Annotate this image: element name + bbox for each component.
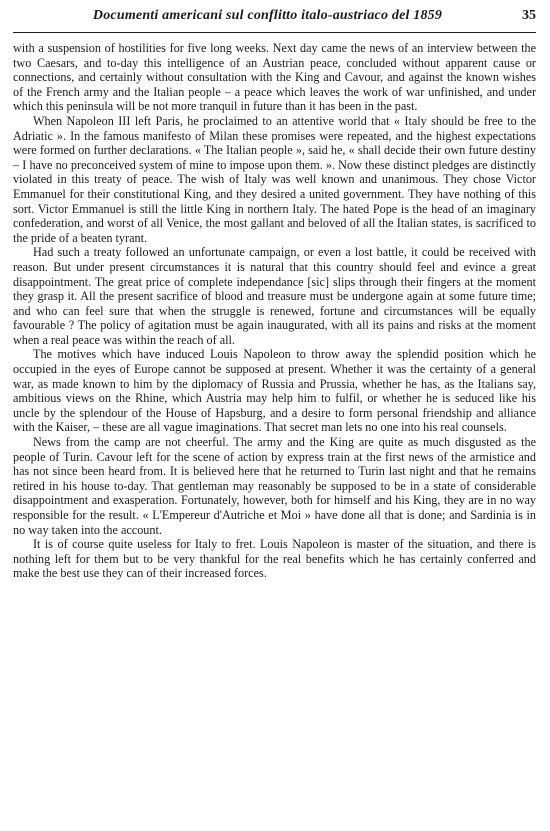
paragraph: Had such a treaty followed an unfortunate campaign, or even a lost battle, it could be received with reason. But under present circumstances it is natural that this country should feel and evince a great disappointment. The great price of complete independance [sic] slips through their fingers at the moment they grasp it. All the present sacrifice of blood and treasure must be undergone again at some future time; and who can feel sure that when the struggle is renewed, fortune and circumstances will be equally favourable ? The policy of agitation must be again inaugurated, with all its pains and risks at the moment when a real peace was within the reach of all. (13, 245, 536, 347)
body-text (13, 41, 536, 581)
page-header (13, 8, 536, 30)
page-number: 35 (522, 8, 536, 23)
paragraph: with a suspension of hostilities for five long weeks. Next day came the news of an interview between the two Caesars, and to-day this intelligence of an Austrian peace, concluded without apparent cause or connections, and certainly without consultation with the King and Cavour, and against the known wishes of the French army and the Italian people – a peace which leaves the work of war unfinished, and under which this peninsula will be not more tranquil in future than it has been in the past. (13, 41, 536, 114)
paragraph: When Napoleon III left Paris, he proclaimed to an attentive world that « Italy should be free to the Adriatic ». In the famous manifesto of Milan these promises were repeated, and the highest expectations were formed on further declarations. « The Italian people », said he, « shall decide their own future destiny – I have no preconceived system of mine to impose upon them. ». Now these distinct pledges are distinctly violated in this treaty of peace. The wish of Italy was well known and unanimous. They chose Victor Emmanuel for their constitutional King, and they desired a united government. They have nothing of this sort. Victor Emmanuel is still the little King in northern Italy. The hated Pope is the head of an imaginary confederation, and worst of all Venice, the most gallant and beloved of all the Italian states, is sacrificed to the pride of a beaten tyrant. (13, 113, 536, 245)
paragraph: The motives which have induced Louis Napoleon to throw away the splendid position which he occupied in the eyes of Europe cannot be supposed at present. Whether it was the certainty of a general war, as made known to him by the diplomacy of Russia and Prussia, whether he has, as the Italians say, ambitious views on the Rhine, which Austria may help him to fulfil, or whether he is seduced like his uncle by the splendour of the House of Hapsburg, and a desire to form personal friendship and alliance with the Kaiser, – these are all vague imaginations. That secret man lets no one into his real counsels. (13, 347, 536, 435)
running-title: Documenti americani sul conflitto italo-austriaco del 1859 (92, 8, 443, 23)
paragraph: News from the camp are not cheerful. The army and the King are quite as much disgusted as the people of Turin. Cavour left for the scene of action by express train at the first news of the armistice and has not since been heard from. It is believed here that he returned to Turin last night and that he remains retired in his house to-day. That gentleman may reasonably be supposed to be in a state of considerable disappointment and exasperation. Fortunately, however, both for himself and his King, they are in no way responsible for the result. « L'Empereur d'Autriche et Moi » have done all that is done; and Sardinia is in no way taken into the account. (13, 435, 536, 537)
header-rule (13, 32, 536, 33)
paragraph: It is of course quite useless for Italy to fret. Louis Napoleon is master of the situation, and there is nothing left for them but to be very thankful for the real benefits which he has certainly conferred and make the best use they can of their increased forces. (13, 537, 536, 581)
